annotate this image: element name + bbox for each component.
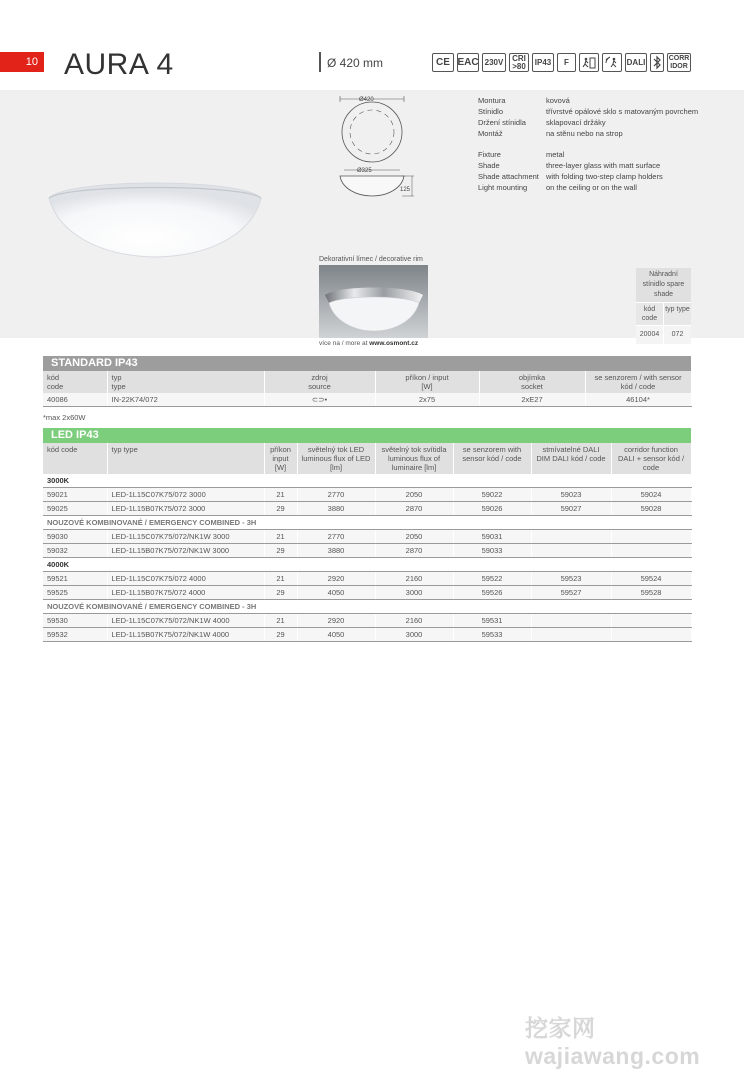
certification-icons (432, 53, 691, 74)
rim-label: Dekorativní límec / decorative rim (319, 256, 423, 263)
cell-flux-lum: 2160 (375, 572, 453, 586)
spare-type: 072 (664, 325, 691, 344)
header-cell: světelný tok LED luminous flux of LED [lm] (297, 443, 375, 474)
cell-input: 21 (264, 614, 297, 628)
cell-dali: 59027 (531, 502, 611, 516)
header-cell: typ type (107, 371, 264, 393)
spec-value: three-layer glass with matt surface (546, 161, 661, 170)
header-cell: typ type (107, 443, 264, 474)
header-cell: se senzorem with sensor kód / code (453, 443, 531, 474)
cell-sensor: 59522 (453, 572, 531, 586)
header-cell: světelný tok svítidla luminous flux of luminaire [lm] (375, 443, 453, 474)
cell-corridor (611, 544, 691, 558)
table-row (43, 586, 691, 600)
cell-corridor (611, 614, 691, 628)
cell-input: 2x75 (375, 393, 479, 407)
cell-type: LED-1L15B07K75/072 4000 (107, 586, 264, 600)
cell-corridor: 59528 (611, 586, 691, 600)
watermark: 挖家网 wajiawang.com (525, 1015, 701, 1069)
rim-photo (319, 265, 428, 338)
spec-key: Shade (478, 161, 500, 170)
cell-input: 29 (264, 586, 297, 600)
eac-mark-icon: EAC (457, 53, 479, 72)
spare-type-header: typ type (664, 302, 691, 325)
dali-icon: DALI (625, 53, 647, 72)
group-label: NOUZOVÉ KOMBINOVANÉ / EMERGENCY COMBINED - 3H (43, 516, 691, 530)
cell-input: 21 (264, 488, 297, 502)
group-heading (43, 474, 691, 488)
table-row (43, 488, 691, 502)
cell-flux-led: 4050 (297, 628, 375, 642)
cell-code: 59521 (43, 572, 107, 586)
standard-note: *max 2x60W (43, 413, 86, 422)
header-cell: corridor function DALI + sensor kód / code (611, 443, 691, 474)
cell-input: 29 (264, 544, 297, 558)
cell-input: 29 (264, 628, 297, 642)
cell-flux-lum: 2050 (375, 488, 453, 502)
spare-code-header: kód code (636, 302, 664, 325)
voltage-icon: 230V (482, 53, 506, 72)
cell-source (264, 393, 375, 407)
table-row (43, 628, 691, 642)
cell-sensor: 59533 (453, 628, 531, 642)
table-row (43, 544, 691, 558)
cell-flux-lum: 3000 (375, 586, 453, 600)
header-cell: stmívatelné DALI DIM DALI kód / code (531, 443, 611, 474)
cell-flux-led: 3880 (297, 544, 375, 558)
spec-value: with folding two-step clamp holders (546, 172, 663, 181)
standard-title: STANDARD IP43 (43, 356, 691, 371)
spec-key: Montura (478, 96, 506, 105)
cell-corridor: 59028 (611, 502, 691, 516)
cell-sensor: 59531 (453, 614, 531, 628)
cell-type: LED-1L15C07K75/072/NK1W 3000 (107, 530, 264, 544)
led-title: LED IP43 (43, 428, 691, 443)
header-cell: se senzorem / with sensor kód / code (585, 371, 691, 393)
diameter-label: Ø 420 mm (327, 56, 384, 70)
cell-sensor: 59033 (453, 544, 531, 558)
f-mark-label: F (564, 57, 569, 67)
cell-code: 59032 (43, 544, 107, 558)
spec-list (478, 95, 698, 193)
cell-flux-lum: 3000 (375, 628, 453, 642)
spare-shade-box (636, 268, 691, 344)
spec-key: Stínidlo (478, 107, 504, 116)
header-cell: kód code (43, 371, 107, 393)
dim-bottom: Ø325 (357, 168, 372, 174)
header-cell: příkon input [W] (264, 443, 297, 474)
cell-flux-led: 2920 (297, 572, 375, 586)
cell-type: LED-1L15C07K75/072 3000 (107, 488, 264, 502)
cell-flux-led: 4050 (297, 586, 375, 600)
led-rows (43, 474, 691, 642)
corridor-icon: CORR IDOR (667, 53, 691, 72)
cell-sensor: 46104* (585, 393, 691, 407)
emergency-exit-icon (579, 53, 599, 72)
cell-type: IN-22K74/072 (107, 393, 264, 407)
bluetooth-icon (650, 53, 664, 72)
standard-table (43, 356, 692, 407)
cell-socket: 2xE27 (479, 393, 585, 407)
title-divider (319, 52, 321, 72)
spec-value: na stěnu nebo na strop (546, 129, 623, 138)
spec-value: metal (546, 150, 565, 159)
cell-corridor (611, 530, 691, 544)
cell-corridor (611, 628, 691, 642)
cell-dali: 59523 (531, 572, 611, 586)
cell-code: 59025 (43, 502, 107, 516)
page-number: 10 (0, 52, 44, 72)
spec-key: Light mounting (478, 183, 528, 192)
spare-code: 20004 (636, 325, 664, 344)
technical-drawing (330, 92, 420, 204)
cell-type: LED-1L15C07K75/072 4000 (107, 572, 264, 586)
spec-value: třívrstvé opálové sklo s matovaným povrchem (546, 107, 699, 116)
spec-key: Shade attachment (478, 172, 539, 181)
header-cell: zdroj source (264, 371, 375, 393)
cell-input: 29 (264, 502, 297, 516)
cell-flux-lum: 2870 (375, 502, 453, 516)
spec-key: Držení stínidla (478, 118, 526, 127)
more-prefix: více na / more at (319, 340, 370, 347)
spec-value: sklapovací držáky (546, 118, 606, 127)
cri-icon: CRI >80 (509, 53, 529, 72)
f-mark-icon (557, 53, 576, 72)
header-cell: kód code (43, 443, 107, 474)
cell-input: 21 (264, 572, 297, 586)
spare-shade-title: Náhradní stínidlo spare shade (636, 268, 691, 302)
cell-flux-lum: 2160 (375, 614, 453, 628)
lamp-illustration (48, 170, 263, 260)
cell-flux-led: 2770 (297, 488, 375, 502)
cell-code: 40086 (43, 393, 107, 407)
cell-code: 59530 (43, 614, 107, 628)
cell-dali (531, 544, 611, 558)
cell-sensor: 59031 (453, 530, 531, 544)
cell-input: 21 (264, 530, 297, 544)
cell-dali: 59023 (531, 488, 611, 502)
header-cell: objímka socket (479, 371, 585, 393)
motion-sensor-icon (602, 53, 622, 72)
cell-dali: 59527 (531, 586, 611, 600)
ip-rating-icon: IP43 (532, 53, 554, 72)
cell-type: LED-1L15C07K75/072/NK1W 4000 (107, 614, 264, 628)
cell-code: 59030 (43, 530, 107, 544)
cell-corridor: 59524 (611, 572, 691, 586)
dim-height: 125 (400, 187, 411, 193)
table-row (43, 502, 691, 516)
cell-code: 59021 (43, 488, 107, 502)
group-label: 4000K (43, 558, 691, 572)
cell-flux-lum: 2050 (375, 530, 453, 544)
rim-lamp-image (319, 265, 428, 338)
cell-type: LED-1L15B07K75/072 3000 (107, 502, 264, 516)
table-row (43, 530, 691, 544)
spec-key: Fixture (478, 150, 501, 159)
table-row (43, 614, 691, 628)
table-row (43, 393, 691, 407)
header-cell: příkon / input [W] (375, 371, 479, 393)
table-row (43, 572, 691, 586)
cell-flux-led: 3880 (297, 502, 375, 516)
group-label: NOUZOVÉ KOMBINOVANÉ / EMERGENCY COMBINED - 3H (43, 600, 691, 614)
cell-dali (531, 530, 611, 544)
product-title: AURA 4 (64, 48, 174, 81)
cell-flux-led: 2770 (297, 530, 375, 544)
cell-flux-lum: 2870 (375, 544, 453, 558)
more-info (319, 340, 418, 347)
cell-type: LED-1L15B07K75/072/NK1W 4000 (107, 628, 264, 642)
group-label: 3000K (43, 474, 691, 488)
dim-top: Ø420 (359, 97, 374, 103)
cell-code: 59525 (43, 586, 107, 600)
website-link[interactable]: www.osmont.cz (369, 340, 419, 347)
cell-type: LED-1L15B07K75/072/NK1W 3000 (107, 544, 264, 558)
cell-dali (531, 628, 611, 642)
spec-value: on the ceiling or on the wall (546, 183, 637, 192)
group-heading (43, 600, 691, 614)
bulb-icon: ⊂⊃• (311, 395, 328, 404)
cell-sensor: 59022 (453, 488, 531, 502)
cell-dali (531, 614, 611, 628)
group-heading (43, 558, 691, 572)
cell-code: 59532 (43, 628, 107, 642)
cell-sensor: 59026 (453, 502, 531, 516)
cell-flux-led: 2920 (297, 614, 375, 628)
spec-value: kovová (546, 96, 570, 105)
ce-mark-icon: CE (432, 53, 454, 72)
group-heading (43, 516, 691, 530)
spec-key: Montáž (478, 129, 503, 138)
cell-corridor: 59024 (611, 488, 691, 502)
cell-sensor: 59526 (453, 586, 531, 600)
led-table (43, 428, 692, 642)
